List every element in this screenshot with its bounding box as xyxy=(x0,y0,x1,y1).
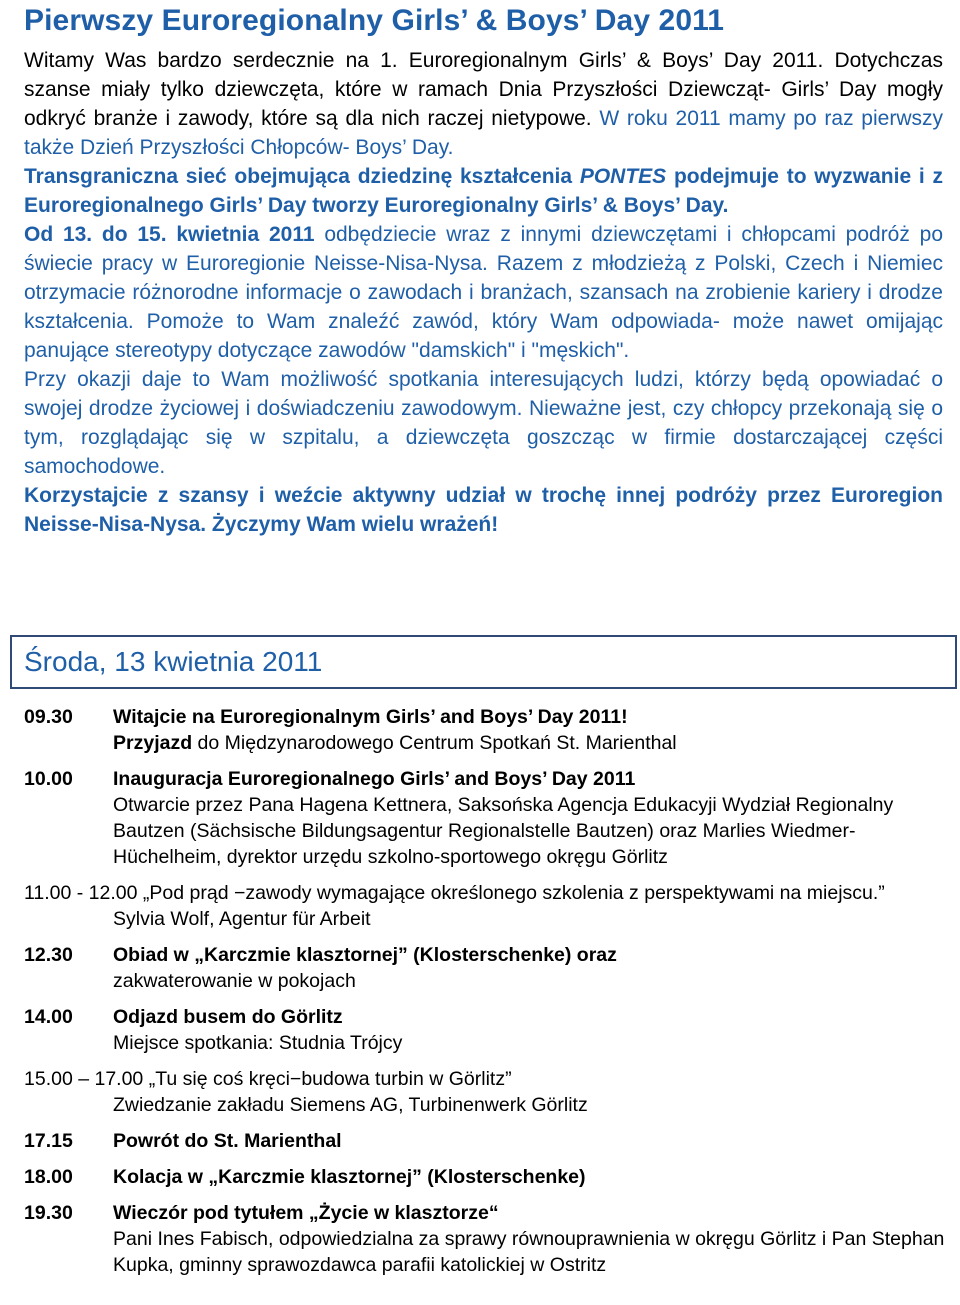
schedule-detail: zakwaterowanie w pokojach xyxy=(113,970,356,992)
schedule-time: 17.15 xyxy=(24,1130,73,1152)
schedule-item xyxy=(24,880,949,932)
schedule-item xyxy=(24,1066,949,1118)
schedule-title: „Pod prąd −zawody wymagające określonego szkolenia z perspektywami na miejscu.” xyxy=(142,882,885,904)
schedule-item xyxy=(24,1200,949,1278)
intro-text xyxy=(24,46,943,539)
schedule-item xyxy=(24,942,949,994)
schedule-item xyxy=(24,766,949,870)
schedule-time: 14.00 xyxy=(24,1006,73,1028)
schedule-title-line xyxy=(24,1066,949,1092)
schedule-content xyxy=(113,766,949,870)
schedule-title: Odjazd busem do Görlitz xyxy=(113,1006,343,1028)
schedule-content xyxy=(113,1200,949,1278)
schedule-title: „Tu się coś kręci−budowa turbin w Görlitz” xyxy=(148,1068,512,1090)
schedule-time: 18.00 xyxy=(24,1166,73,1188)
schedule-content xyxy=(113,942,949,994)
schedule-detail: Sylvia Wolf, Agentur für Arbeit xyxy=(113,908,371,930)
intro-paragraph-1 xyxy=(24,46,943,162)
intro-paragraph-3 xyxy=(24,220,943,365)
schedule-title: Inauguracja Euroregionalnego Girls’ and Boys’ Day 2011 xyxy=(113,768,636,790)
schedule-title: Witajcie na Euroregionalnym Girls’ and Boys’ Day 2011! xyxy=(113,706,628,728)
schedule-content xyxy=(113,704,949,756)
schedule-time: 12.30 xyxy=(24,944,73,966)
schedule-time: 09.30 xyxy=(24,706,73,728)
intro-paragraph-4: Przy okazji daje to Wam możliwość spotkania interesujących ludzi, którzy będą opowiadać o swojej drodze życiowej i doświadczeniu zawodowym. Nieważne jest, czy chłopcy przekonają się o tym, rozglądając się w szpitalu, a dziewczęta goszcząc w firmie dostarczającej części samochodowe. xyxy=(24,368,943,478)
schedule-item xyxy=(24,704,949,756)
schedule-detail: Pani Ines Fabisch, odpowiedzialna za sprawy równouprawnienia w okręgu Görlitz i Pan Stephan Kupka, gminny sprawozdawca parafii katolickiej w Ostritz xyxy=(113,1228,945,1276)
schedule-time: 11.00 - 12.00 xyxy=(24,882,138,904)
schedule-item xyxy=(24,1004,949,1056)
schedule-detail xyxy=(113,730,949,756)
intro-p2-a: Transgraniczna sieć obejmująca dziedzinę kształcenia xyxy=(24,165,580,188)
schedule-time: 15.00 – 17.00 xyxy=(24,1068,144,1090)
schedule-item xyxy=(24,1164,949,1190)
schedule-time: 10.00 xyxy=(24,768,73,790)
day-header-box xyxy=(10,635,957,689)
schedule-detail: Otwarcie przez Pana Hagena Kettnera, Saksońska Agencja Edukacyji Wydział Regionalny Bautzen (Sächsische Bildungsagentur Regionalstelle Bautzen) oraz Marlies Wiedmer-Hüchelheim, dyrektor urzędu szkolno-sportowego okręgu Görlitz xyxy=(113,794,894,868)
schedule-title-line xyxy=(24,880,949,906)
intro-p3-dates: Od 13. do 15. kwietnia 2011 xyxy=(24,223,315,246)
document-title: Pierwszy Euroregionalny Girls’ & Boys’ Day 2011 xyxy=(24,4,725,37)
intro-paragraph-5: Korzystajcie z szansy i weźcie aktywny udział w trochę innej podróży przez Euroregion Neisse-Nisa-Nysa. Życzymy Wam wielu wrażeń! xyxy=(24,484,943,536)
intro-p1-highlight: W roku 2011 mamy po raz pierwszy także Dzień Przyszłości Chłopców- Boys’ Day. xyxy=(24,107,943,159)
intro-p2-b: podejmuje to wyzwanie i z Euroregionalnego Girls’ Day tworzy Euroregionalny Girls’ & Boys’ Day. xyxy=(24,165,943,217)
schedule-content xyxy=(113,1004,949,1056)
intro-paragraph-2 xyxy=(24,162,943,220)
schedule-detail-text: do Międzynarodowego Centrum Spotkań St. Marienthal xyxy=(192,732,677,754)
intro-p3-text: odbędziecie wraz z innymi dziewczętami i chłopcami podróż po świecie pracy w Euroregionie Neisse-Nisa-Nysa. Razem z młodzieżą z Polski, Czech i Niemiec otrzymacie różnorodne informacje o zawodach i branżach, szansach na zrobienie kariery i drodze kształcenia. Pomoże to Wam znaleźć zawód, który Wam odpowiada- może nawet omijając panujące stereotypy dotyczące zawodów "damskich" i "męskich". xyxy=(24,223,944,362)
schedule-title: Powrót do St. Marienthal xyxy=(113,1130,342,1152)
schedule-detail-bold: Przyjazd xyxy=(113,732,193,754)
schedule-detail: Zwiedzanie zakładu Siemens AG, Turbinenwerk Görlitz xyxy=(113,1094,588,1116)
day-header: Środa, 13 kwietnia 2011 xyxy=(24,646,323,677)
intro-p2-pontes: PONTES xyxy=(579,165,667,188)
schedule-title: Obiad w „Karczmie klasztornej” (Klosterschenke) oraz xyxy=(113,944,617,966)
schedule-title: Kolacja w „Karczmie klasztornej” (Klosterschenke) xyxy=(113,1166,586,1188)
schedule-detail: Miejsce spotkania: Studnia Trójcy xyxy=(113,1032,403,1054)
schedule-title: Wieczór pod tytułem „Życie w klasztorze“ xyxy=(113,1202,499,1224)
schedule-item xyxy=(24,1128,949,1154)
schedule-time: 19.30 xyxy=(24,1202,73,1224)
schedule xyxy=(24,704,949,1278)
intro-p1-text: Witamy Was bardzo serdecznie na 1. Euroregionalnym Girls’ & Boys’ Day 2011. Dotychczas szanse miały tylko dziewczęta, które w ramach Dnia Przyszłości Dziewcząt- Girls’ Day mogły odkryć branże i zawody, które są dla nich raczej nietypowe. xyxy=(24,49,943,130)
